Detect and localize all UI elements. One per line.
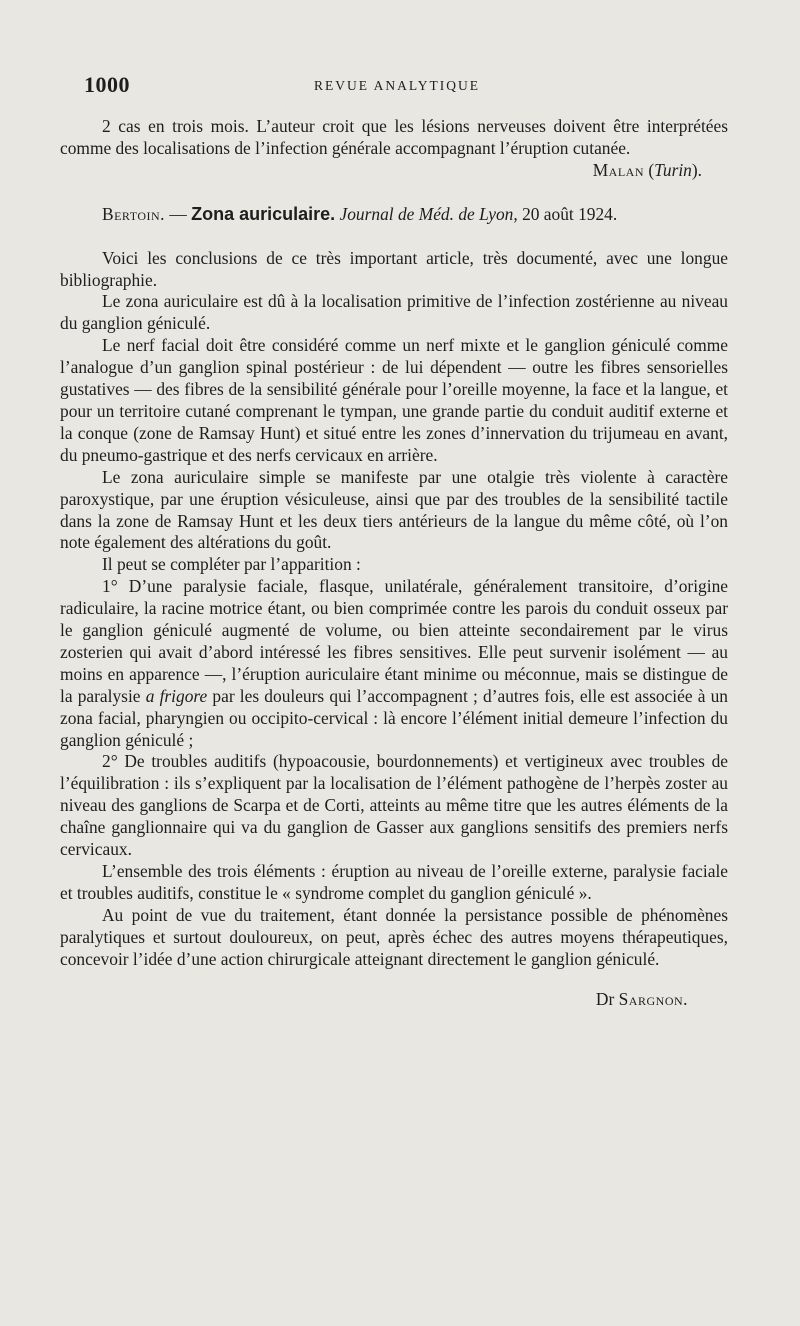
article-source: Journal de Méd. de Lyon, (339, 203, 518, 224)
page-header (84, 72, 724, 102)
reviewer-name: Malan (592, 159, 645, 180)
signature-name: Sargnon. (618, 988, 688, 1009)
body-text (60, 116, 728, 1010)
reviewer-city: Turin (654, 159, 692, 180)
page-number: 1000 (84, 72, 130, 97)
paragraph-localisation: Le zona auriculaire est dû à la localisation primitive de l’infection zostérienne au niveau du ganglion géniculé. (60, 291, 728, 334)
paragraph-syndrome: L’ensemble des trois éléments : éruption au niveau de l’oreille externe, paralysie faciale et troubles auditifs, constitue le « syndrome complet du ganglion géniculé ». (60, 861, 728, 903)
previous-article-text: 2 cas en trois mois. L’auteur croit que les lésions nerveuses doivent être interprétées comme des localisations de l’infection générale accompagnant l’éruption cutanée. (60, 116, 728, 158)
paralysie-italic: a frigore (145, 685, 208, 706)
paralysie-text-2: par les douleurs qui l’accompagnent ; d’autres fois, elle est associée à un zona facial, pharyngien ou occipito-cervical : là encore l’élément initial demeure l’infection du ganglion géniculé ; (60, 685, 729, 750)
signature (60, 989, 728, 1011)
paragraph-troubles-auditifs: 2° De troubles auditifs (hypoacousie, bourdonnements) et vertigineux avec troubles de l’équilibration : ils s’expliquent par la localisation de l’élément pathogène de l’herpès zoster au niveau des ganglions de Scarpa et de Corti, atteints au même titre que les autres éléments de la chaîne ganglionnaire qui va du ganglion de Gasser aux ganglions sensitifs des premiers nerfs cervicaux. (60, 751, 728, 860)
article-date: 20 août 1924. (522, 203, 618, 224)
previous-article-signoff: Malan (Turin). (592, 159, 702, 180)
paragraph-zona-simple: Le zona auriculaire simple se manifeste par une otalgie très violente à caractère paroxystique, par une éruption vésiculeuse, ainsi que par des troubles de la sensibilité tactile dans la zone de Ramsay Hunt et les deux tiers antérieurs de la langue du même côté, où l’on note également des altérations du goût. (60, 466, 728, 553)
article-author: Bertoin. (102, 203, 166, 224)
previous-article-tail (60, 116, 728, 160)
signature-title: Dr (595, 988, 615, 1009)
article-heading (60, 204, 728, 226)
running-head: REVUE ANALYTIQUE (314, 78, 481, 93)
paragraph-paralysie (60, 576, 728, 751)
heading-dash: — (165, 203, 192, 224)
paragraph-conclusions: Voici les conclusions de ce très important article, très documenté, avec une longue bibliographie. (60, 247, 728, 290)
paragraph-traitement: Au point de vue du traitement, étant donnée la persistance possible de phénomènes paralytiques et surtout douloureux, on peut, après échec des autres moyens thérapeutiques, concevoir l’idée d’une action chirurgicale atteignant directement le ganglion géniculé. (60, 904, 728, 969)
paralysie-text-1: 1° D’une paralysie faciale, flasque, unilatérale, généralement transitoire, d’origine radiculaire, la racine motrice étant, ou bien comprimée contre les parois du conduit osseux par le ganglion géniculé augmenté de volume, ou bien atteinte secondairement par le virus zosterien qui avait d’abord intéressé les fibres sensitives. Elle peut survenir isolément — au moins en apparence —, l’éruption auriculaire étant minime ou méconnue, mais se distingue de la paralysie (60, 576, 728, 706)
article-title: Zona auriculaire. (191, 203, 336, 224)
paragraph-completion: Il peut se compléter par l’apparition : (102, 554, 361, 575)
paragraph-nerf-facial: Le nerf facial doit être considéré comme un nerf mixte et le ganglion géniculé comme l’analogue d’un ganglion spinal postérieur : de lui dépendent — outre les fibres sensorielles gustatives — des fibres de la sensibilité générale pour l’oreille moyenne, la face et la langue, et pour un territoire cutané comprenant le tympan, une grande partie du conduit auditif externe et la conque (zone de Ramsay Hunt) et situé entre les zones d’innervation du trijumeau en avant, du pneumo-gastrique et des nerfs cervicaux en arrière. (60, 335, 728, 465)
